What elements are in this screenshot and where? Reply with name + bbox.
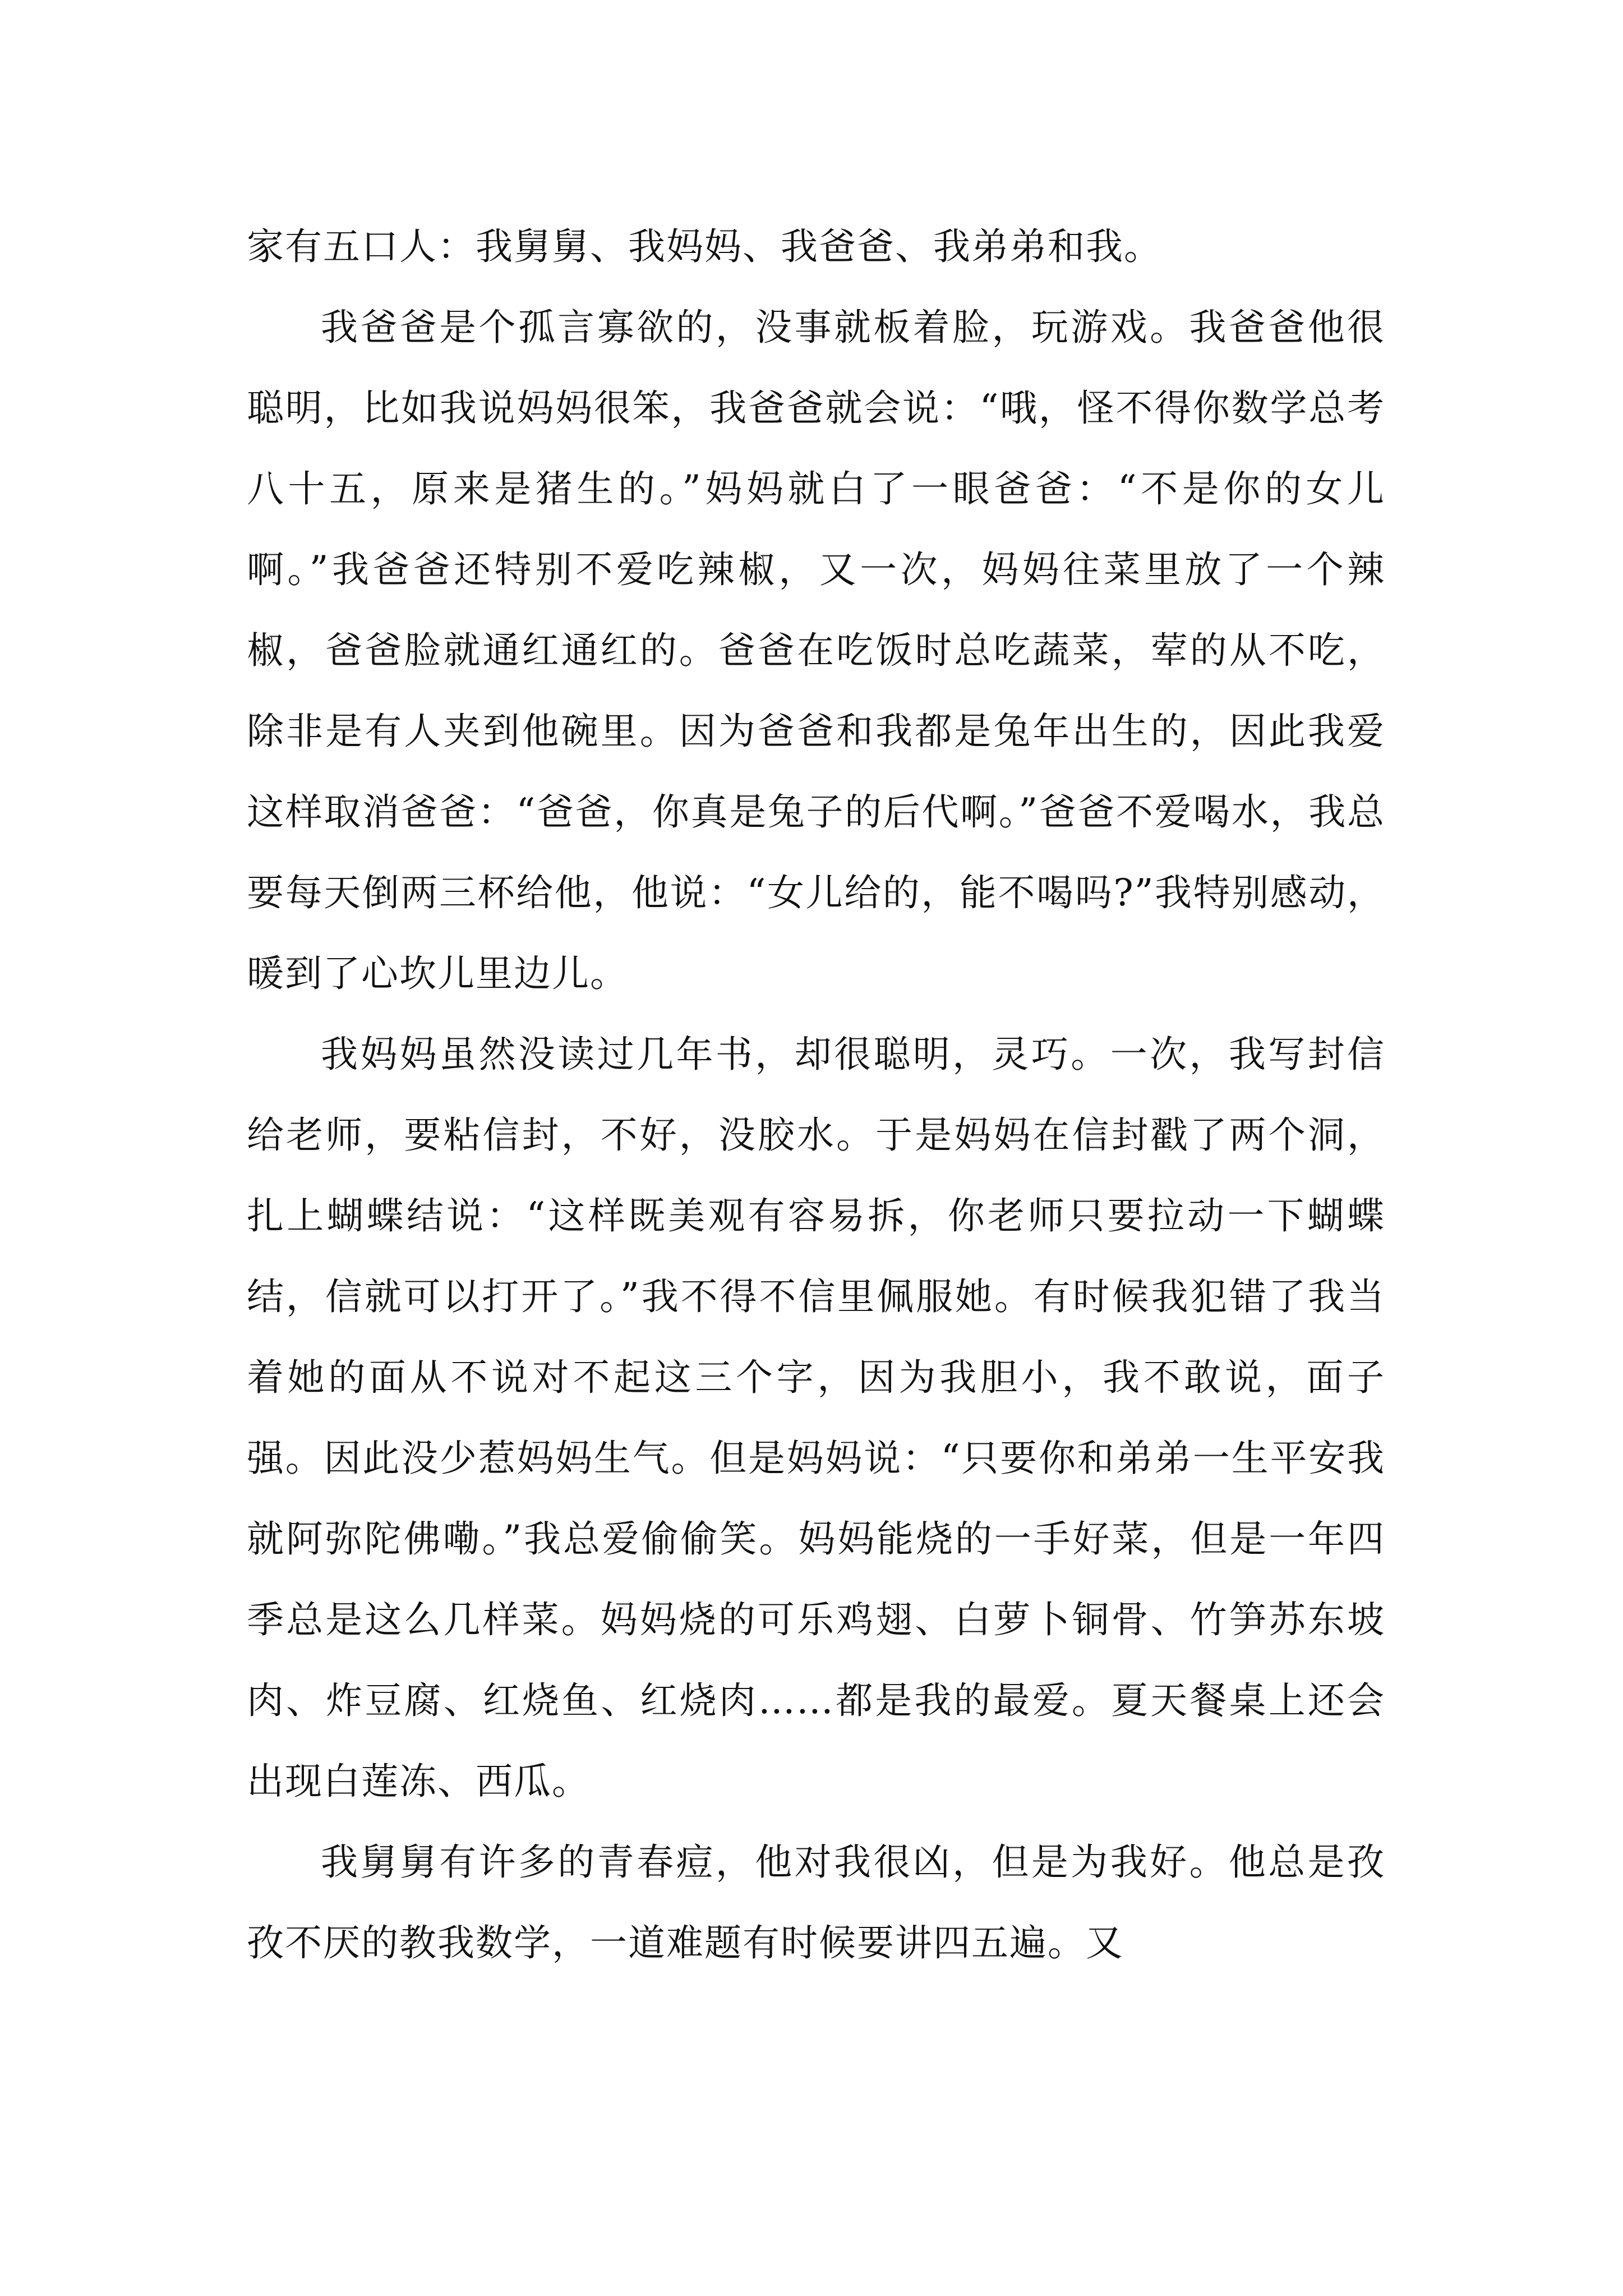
document-body	[247, 206, 1385, 1984]
paragraph-father: 我爸爸是个孤言寡欲的，没事就板着脸，玩游戏。我爸爸他很聪明，比如我说妈妈很笨，我爸爸就会说：“哦，怪不得你数学总考八十五，原来是猪生的。”妈妈就白了一眼爸爸：“不是你的女儿啊。”我爸爸还特别不爱吃辣椒，又一次，妈妈往菜里放了一个辣椒，爸爸脸就通红通红的。爸爸在吃饭时总吃蔬菜，荤的从不吃，除非是有人夹到他碗里。因为爸爸和我都是兔年出生的，因此我爱这样取消爸爸：“爸爸，你真是兔子的后代啊。”爸爸不爱喝水，我总要每天倒两三杯给他，他说：“女儿给的，能不喝吗?”我特别感动，暖到了心坎儿里边儿。	[247, 306, 1385, 995]
paragraph-uncle: 我舅舅有许多的青春痘，他对我很凶，但是为我好。他总是孜孜不厌的教我数学，一道难题有时候要讲四五遍。又	[247, 1841, 1385, 1964]
paragraph-family-intro: 家有五口人：我舅舅、我妈妈、我爸爸、我弟弟和我。	[247, 225, 1162, 268]
paragraph-mother: 我妈妈虽然没读过几年书，却很聪明，灵巧。一次，我写封信给老师，要粘信封，不好，没胶水。于是妈妈在信封戳了两个洞，扎上蝴蝶结说：“这样既美观有容易拆，你老师只要拉动一下蝴蝶结，信就可以打开了。”我不得不信里佩服她。有时候我犯错了我当着她的面从不说对不起这三个字，因为我胆小，我不敢说，面子强。因此没少惹妈妈生气。但是妈妈说：“只要你和弟弟一生平安我就阿弥陀佛嘞。”我总爱偷偷笑。妈妈能烧的一手好菜，但是一年四季总是这么几样菜。妈妈烧的可乐鸡翅、白萝卜铜骨、竹笋苏东坡肉、炸豆腐、红烧鱼、红烧肉……都是我的最爱。夏天餐桌上还会出现白莲冻、西瓜。	[247, 1033, 1385, 1803]
